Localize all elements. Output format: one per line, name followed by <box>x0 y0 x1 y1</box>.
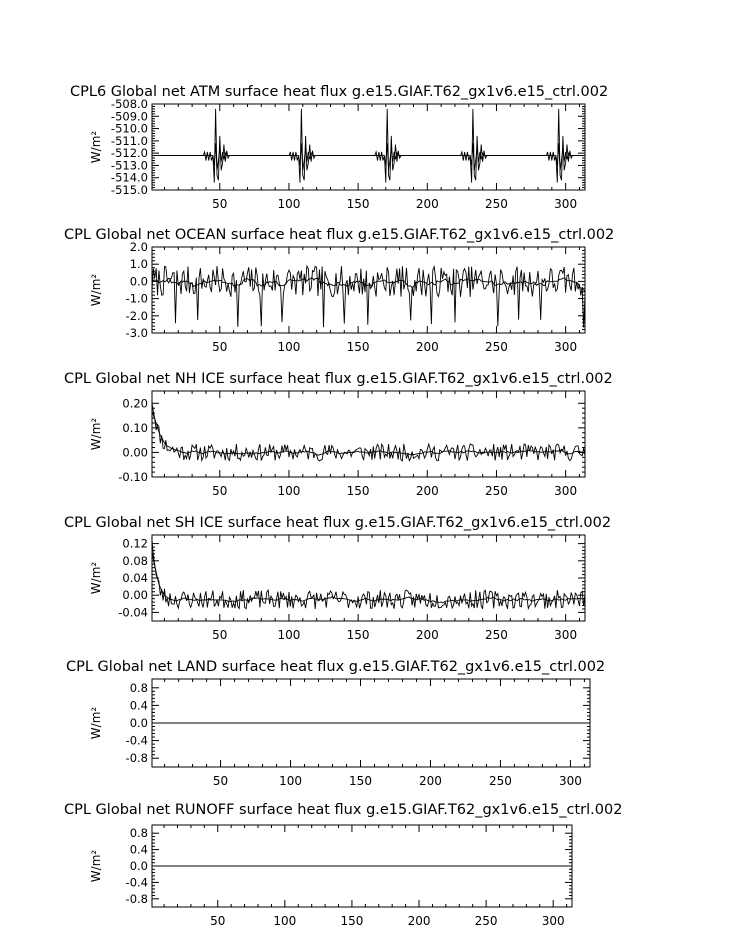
x-tick-label: 100 <box>273 914 297 928</box>
chart-title: CPL Global net LAND surface heat flux g.e15.GIAF.T62_gx1v6.e15_ctrl.002 <box>66 659 606 675</box>
x-tick-label: 200 <box>419 774 442 788</box>
y-tick-label: -1.0 <box>125 291 148 306</box>
x-tick-label: 250 <box>474 914 498 928</box>
y-tick-label: -513.0 <box>110 158 148 173</box>
y-tick-label: 0.4 <box>129 698 148 713</box>
x-tick-label: 300 <box>541 914 565 928</box>
x-tick-label: 50 <box>212 340 228 354</box>
y-tick-label: -0.04 <box>118 605 148 620</box>
y-tick-label: -0.8 <box>125 751 148 766</box>
y-tick-label: -510.0 <box>110 121 148 136</box>
y-tick-label: 0.0 <box>129 274 148 289</box>
x-tick-label: 50 <box>212 628 228 642</box>
x-tick-label: 250 <box>485 484 508 498</box>
y-axis-label: W/m² <box>89 706 103 740</box>
x-tick-label: 250 <box>485 628 508 642</box>
plot-frame <box>152 247 585 333</box>
y-tick-label: 0.4 <box>129 842 148 857</box>
y-tick-label: 0.0 <box>129 716 148 730</box>
y-tick-label: 0.20 <box>122 396 148 411</box>
x-tick-label: 200 <box>407 914 431 928</box>
y-tick-label: 1.0 <box>129 257 148 272</box>
chart-panel-5 <box>66 659 605 788</box>
y-tick-label: -3.0 <box>125 326 148 340</box>
y-axis-label: W/m² <box>89 130 103 164</box>
x-tick-label: 300 <box>554 628 578 642</box>
x-tick-label: 50 <box>212 484 228 498</box>
x-tick-label: 100 <box>279 774 302 788</box>
y-axis-label: W/m² <box>89 849 103 883</box>
x-tick-label: 200 <box>415 628 439 642</box>
x-tick-label: 200 <box>415 340 439 354</box>
x-tick-label: 150 <box>346 340 370 354</box>
y-tick-label: 0.8 <box>129 826 148 841</box>
series-line-smooth <box>152 552 585 603</box>
x-tick-label: 150 <box>346 628 370 642</box>
plot-frame <box>152 391 585 477</box>
x-tick-label: 150 <box>346 197 370 211</box>
x-tick-label: 200 <box>415 197 439 211</box>
chart-title: CPL Global net OCEAN surface heat flux g.e15.GIAF.T62_gx1v6.e15_ctrl.002 <box>64 227 615 243</box>
x-tick-label: 150 <box>340 914 364 928</box>
y-tick-label: -0.4 <box>125 875 148 890</box>
y-tick-label: 0.08 <box>122 553 148 568</box>
y-axis-label: W/m² <box>89 417 103 451</box>
x-tick-label: 100 <box>277 197 301 211</box>
x-tick-label: 50 <box>212 197 228 211</box>
y-tick-label: -512.0 <box>110 146 148 161</box>
plot-frame <box>152 104 585 190</box>
y-tick-label: -0.4 <box>125 733 148 748</box>
y-tick-label: -0.10 <box>118 470 148 484</box>
y-axis-label: W/m² <box>89 273 103 307</box>
y-tick-label: -509.0 <box>110 109 148 124</box>
y-tick-label: 0.00 <box>122 588 148 603</box>
y-tick-label: 2.0 <box>129 240 148 254</box>
chart-title: CPL Global net NH ICE surface heat flux g.e15.GIAF.T62_gx1v6.e15_ctrl.002 <box>64 371 613 387</box>
chart-title: CPL6 Global net ATM surface heat flux g.e15.GIAF.T62_gx1v6.e15_ctrl.002 <box>70 84 609 100</box>
y-tick-label: 0.12 <box>122 536 148 551</box>
y-tick-label: 0.00 <box>122 445 148 460</box>
chart-panel-4 <box>64 515 611 642</box>
y-tick-label: -0.8 <box>125 891 148 906</box>
x-tick-label: 250 <box>485 340 508 354</box>
chart-title: CPL Global net RUNOFF surface heat flux g.e15.GIAF.T62_gx1v6.e15_ctrl.002 <box>64 802 623 818</box>
y-tick-label: 0.04 <box>122 571 148 585</box>
plot-frame <box>152 535 585 621</box>
y-tick-label: -511.0 <box>110 133 148 148</box>
x-tick-label: 300 <box>558 774 582 788</box>
x-tick-label: 200 <box>415 484 439 498</box>
series-line <box>152 109 585 183</box>
y-tick-label: -514.0 <box>110 170 148 185</box>
x-tick-label: 300 <box>554 484 578 498</box>
y-tick-label: -508.0 <box>110 97 148 111</box>
y-tick-label: 0.10 <box>122 420 148 435</box>
x-tick-label: 150 <box>349 774 372 788</box>
series-line <box>152 266 585 328</box>
chart-panel-1 <box>70 84 608 211</box>
y-tick-label: -515.0 <box>110 183 148 197</box>
x-tick-label: 100 <box>277 340 301 354</box>
x-tick-label: 100 <box>277 628 301 642</box>
x-tick-label: 250 <box>488 774 512 788</box>
x-tick-label: 150 <box>346 484 370 498</box>
x-tick-label: 250 <box>485 197 508 211</box>
chart-title: CPL Global net SH ICE surface heat flux g.e15.GIAF.T62_gx1v6.e15_ctrl.002 <box>64 515 612 531</box>
x-tick-label: 50 <box>210 914 226 928</box>
y-tick-label: -2.0 <box>125 308 148 323</box>
x-tick-label: 50 <box>212 774 229 788</box>
chart-panel-2 <box>64 227 614 354</box>
chart-panel-6 <box>64 802 622 928</box>
y-tick-label: 0.0 <box>129 859 148 873</box>
y-axis-label: W/m² <box>89 561 103 595</box>
x-tick-label: 300 <box>554 197 578 211</box>
x-tick-label: 100 <box>277 484 301 498</box>
x-tick-label: 300 <box>554 340 578 354</box>
chart-panel-3 <box>64 371 613 498</box>
y-tick-label: 0.8 <box>129 680 148 695</box>
